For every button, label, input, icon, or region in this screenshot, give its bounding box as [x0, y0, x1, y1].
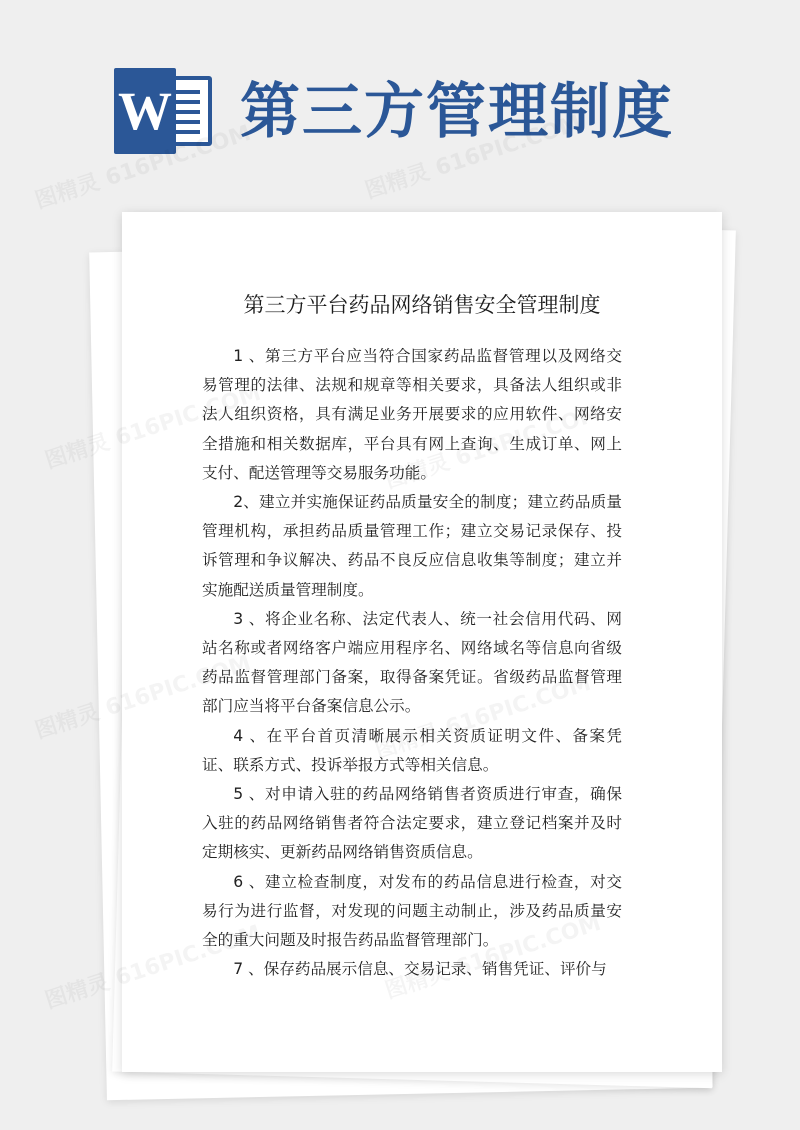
- word-document-icon: [114, 68, 212, 154]
- document-page: [122, 212, 722, 1072]
- paragraph-4: 4 、在平台首页清晰展示相关资质证明文件、备案凭证、联系方式、投诉举报方式等相关信息。: [202, 726, 622, 774]
- paragraph-1: 1 、第三方平台应当符合国家药品监督管理以及网络交易管理的法律、法规和规章等相关要求，具备法人组织或非法人组织资格，具有满足业务开展要求的应用软件、网络安全措施和相关数据库，平台具有网上查询、生成订单、网上支付、配送管理等交易服务功能。: [202, 347, 622, 482]
- header-banner: [0, 0, 800, 200]
- document-title: 第三方平台药品网络销售安全管理制度: [243, 293, 601, 317]
- paragraph-2: 2、建立并实施保证药品质量安全的制度；建立药品质量管理机构，承担药品质量管理工作；建立交易记录保存、投诉管理和争议解决、药品不良反应信息收集等制度；建立并实施配送质量管理制度。: [202, 493, 622, 599]
- paragraph-3: 3 、将企业名称、法定代表人、统一社会信用代码、网站名称或者网络客户端应用程序名、网络域名等信息向省级药品监督管理部门备案，取得备案凭证。省级药品监督管理部门应当将平台备案信息公示。: [202, 609, 622, 716]
- paragraph-6: 6 、建立检查制度，对发布的药品信息进行检查，对交易行为进行监督，对发现的问题主动制止，涉及药品质量安全的重大问题及时报告药品监督管理部门。: [202, 872, 622, 950]
- document-body: [202, 342, 622, 984]
- banner-title: 第三方管理制度: [240, 77, 674, 147]
- paragraph-5: 5 、对申请入驻的药品网络销售者资质进行审查，确保入驻的药品网络销售者符合法定要求，建立登记档案并及时定期核实、更新药品网络销售资质信息。: [202, 785, 622, 862]
- paragraph-7: 7 、保存药品展示信息、交易记录、销售凭证、评价与: [233, 960, 607, 979]
- word-icon-letter: W: [114, 68, 176, 154]
